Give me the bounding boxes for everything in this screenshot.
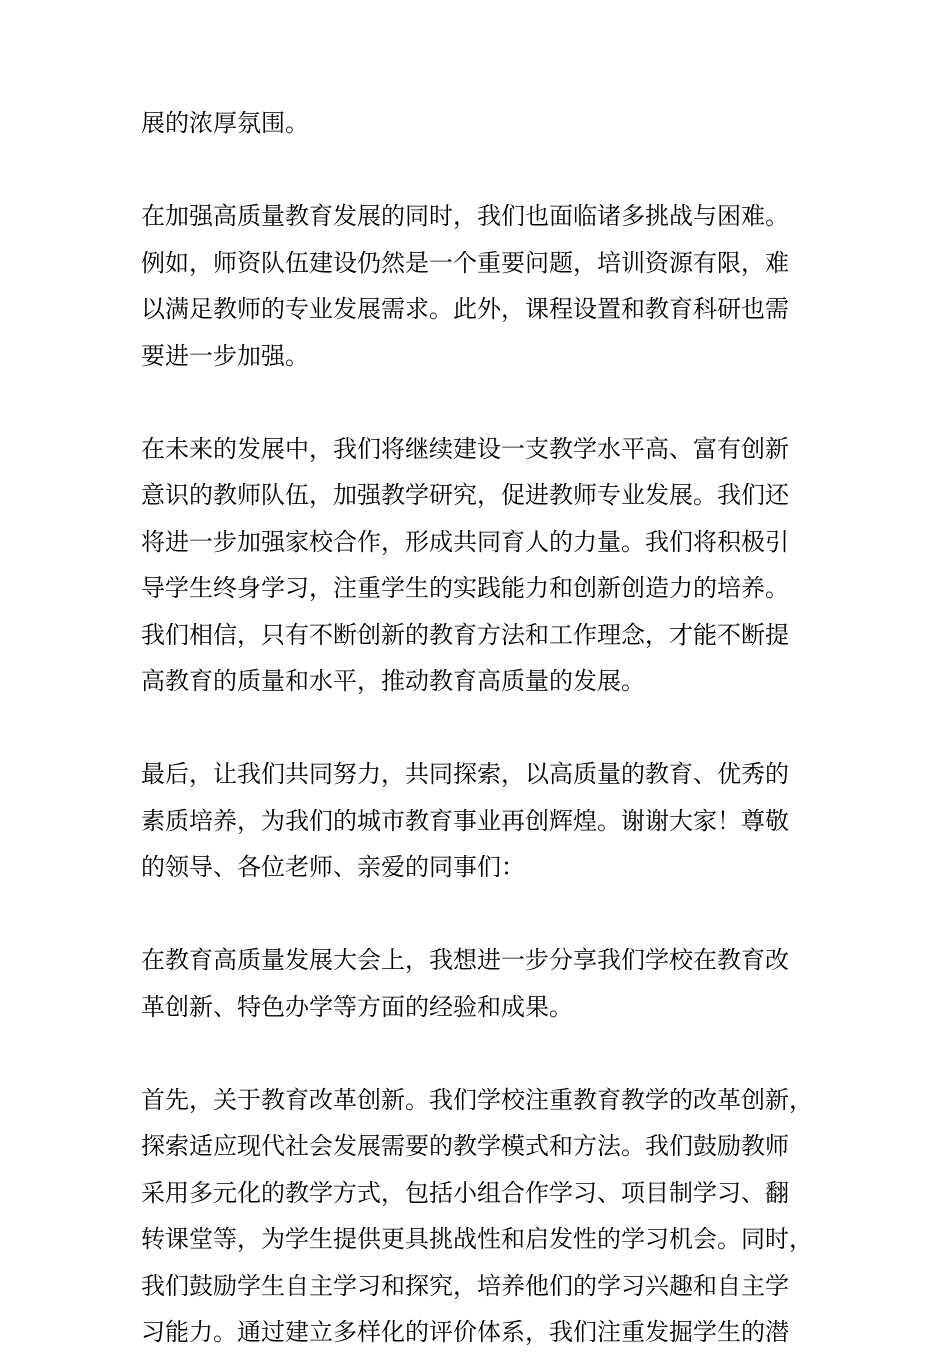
text-line: 要进一步加强。 bbox=[141, 341, 309, 370]
text-line: 在教育高质量发展大会上，我想进一步分享我们学校在教育改 bbox=[141, 946, 789, 974]
text-line: 转课堂等，为学生提供更具挑战性和启发性的学习机会。同时， bbox=[141, 1225, 813, 1253]
text-line: 习能力。通过建立多样化的评价体系，我们注重发掘学生的潜 bbox=[141, 1318, 789, 1346]
text-line: 例如，师资队伍建设仍然是一个重要问题，培训资源有限，难 bbox=[141, 248, 789, 277]
paragraph-gap bbox=[141, 147, 821, 194]
text-line: 在未来的发展中，我们将继续建设一支教学水平高、富有创新 bbox=[141, 434, 789, 463]
text-line: 高教育的质量和水平，推动教育高质量的发展。 bbox=[141, 667, 645, 695]
paragraph-gap bbox=[141, 891, 821, 938]
paragraph-4 bbox=[141, 751, 821, 891]
text-line: 首先，关于教育改革创新。我们学校注重教育教学的改革创新， bbox=[141, 1085, 813, 1114]
paragraph-3 bbox=[141, 426, 821, 705]
paragraph-2 bbox=[141, 193, 821, 379]
paragraph-1 bbox=[141, 100, 821, 147]
text-line: 意识的教师队伍，加强教学研究，促进教师专业发展。我们还 bbox=[141, 481, 789, 509]
text-line: 革创新、特色办学等方面的经验和成果。 bbox=[141, 992, 573, 1021]
paragraph-gap bbox=[141, 1030, 821, 1077]
paragraph-gap bbox=[141, 379, 821, 426]
text-line: 将进一步加强家校合作，形成共同育人的力量。我们将积极引 bbox=[141, 527, 789, 556]
text-line: 以满足教师的专业发展需求。此外，课程设置和教育科研也需 bbox=[141, 295, 789, 323]
text-line: 在加强高质量教育发展的同时，我们也面临诸多挑战与困难。 bbox=[141, 202, 789, 230]
text-line: 我们相信，只有不断创新的教育方法和工作理念，才能不断提 bbox=[141, 620, 789, 649]
text-line: 采用多元化的教学方式，包括小组合作学习、项目制学习、翻 bbox=[141, 1178, 789, 1207]
text-line: 探索适应现代社会发展需要的教学模式和方法。我们鼓励教师 bbox=[141, 1132, 789, 1160]
text-line: 展的浓厚氛围。 bbox=[141, 109, 309, 137]
text-line: 最后，让我们共同努力，共同探索，以高质量的教育、优秀的 bbox=[141, 760, 789, 788]
text-line: 导学生终身学习，注重学生的实践能力和创新创造力的培养。 bbox=[141, 574, 789, 602]
document-body bbox=[141, 100, 821, 1356]
text-line: 我们鼓励学生自主学习和探究，培养他们的学习兴趣和自主学 bbox=[141, 1271, 789, 1300]
text-line: 的领导、各位老师、亲爱的同事们： bbox=[141, 853, 525, 881]
paragraph-6 bbox=[141, 1077, 821, 1356]
text-line: 素质培养，为我们的城市教育事业再创辉煌。谢谢大家！尊敬 bbox=[141, 806, 789, 835]
paragraph-gap bbox=[141, 705, 821, 752]
paragraph-5 bbox=[141, 937, 821, 1030]
